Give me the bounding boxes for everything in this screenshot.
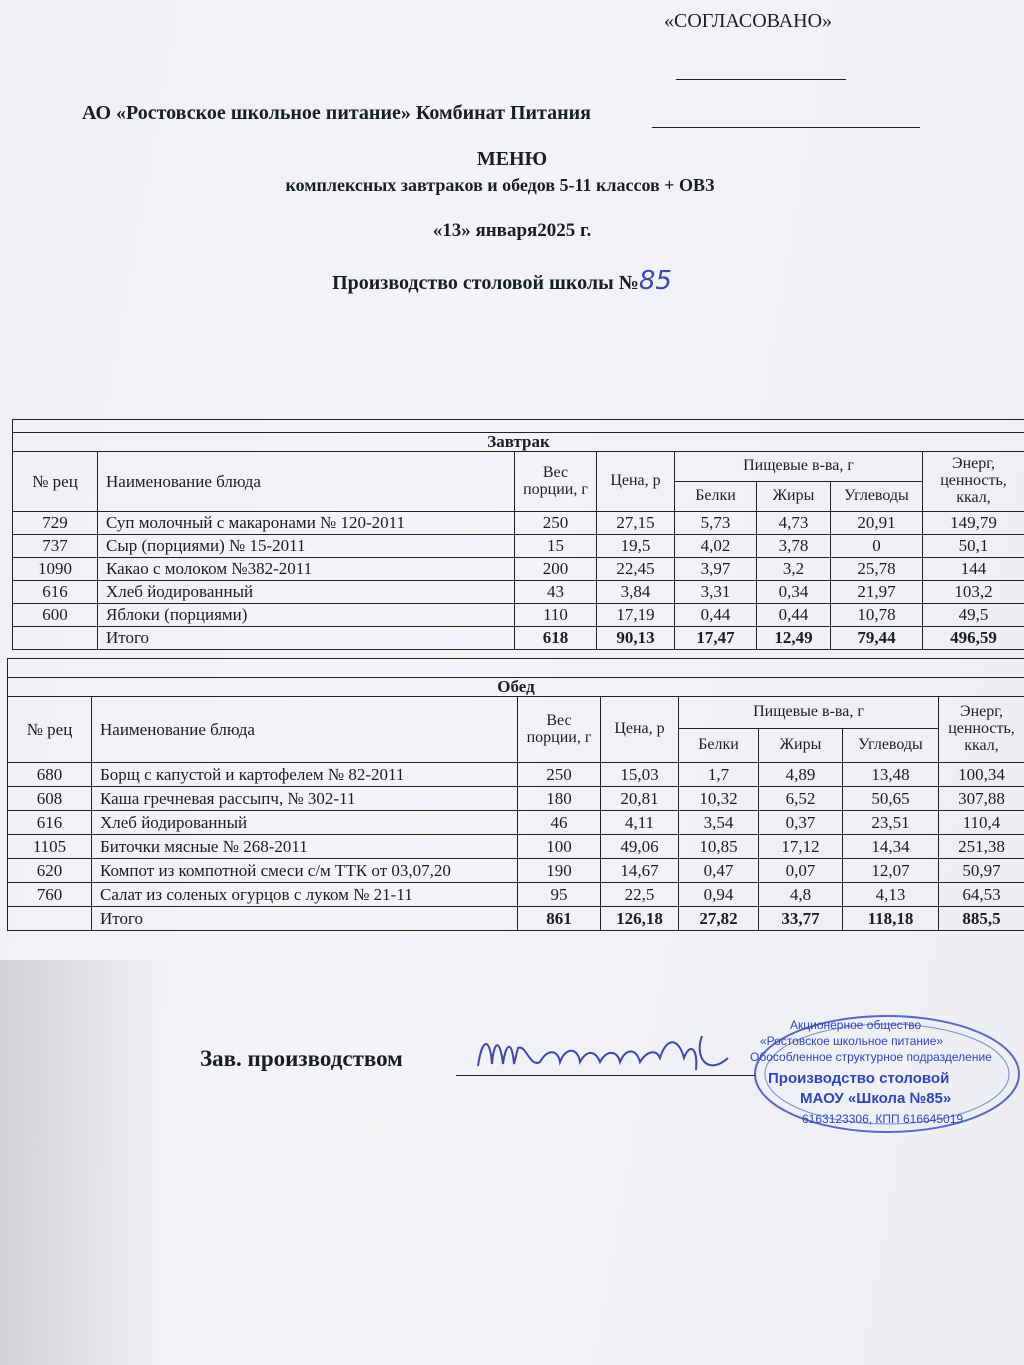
cell-price: 4,11 — [601, 811, 679, 835]
lunch-table — [7, 658, 1024, 931]
col-carbs: Углеводы — [843, 729, 939, 763]
cell-weight: 100 — [518, 835, 601, 859]
cell-carbs: 12,07 — [843, 859, 939, 883]
approval-signature-line — [676, 79, 846, 80]
table-row — [13, 581, 1024, 604]
cell-proteins: 3,54 — [679, 811, 759, 835]
cell-fats: 0,44 — [757, 604, 831, 627]
col-energy: Энерг, ценность, ккал, — [923, 452, 1024, 512]
cell-price: 22,45 — [597, 558, 675, 581]
stamp-line-5: МАОУ «Школа №85» — [800, 1090, 952, 1107]
cell-rec: 680 — [8, 763, 92, 787]
stamp-line-1: Акционерное общество — [790, 1018, 922, 1032]
school-number-handwritten: 85 — [638, 266, 672, 296]
cell-fats: 17,12 — [759, 835, 843, 859]
total-fats: 12,49 — [757, 627, 831, 650]
cell-energy: 103,2 — [923, 581, 1024, 604]
cell-fats: 3,78 — [757, 535, 831, 558]
col-fats: Жиры — [757, 482, 831, 512]
cell-weight: 250 — [518, 763, 601, 787]
cell-energy: 149,79 — [923, 512, 1024, 535]
cell-energy: 307,88 — [939, 787, 1024, 811]
cell-proteins: 5,73 — [675, 512, 757, 535]
page-shadow — [0, 960, 170, 1365]
signature-label: Зав. производством — [200, 1046, 403, 1071]
col-proteins: Белки — [675, 482, 757, 512]
breakfast-table — [12, 419, 1024, 650]
cell-proteins: 4,02 — [675, 535, 757, 558]
total-weight: 618 — [515, 627, 597, 650]
col-proteins: Белки — [679, 729, 759, 763]
cell-rec: 760 — [8, 883, 92, 907]
cell-weight: 95 — [518, 883, 601, 907]
cell-price: 3,84 — [597, 581, 675, 604]
total-label: Итого — [98, 627, 515, 650]
total-fats: 33,77 — [759, 907, 843, 931]
col-carbs: Углеводы — [831, 482, 923, 512]
cell-carbs: 25,78 — [831, 558, 923, 581]
total-row — [8, 907, 1024, 931]
col-fats: Жиры — [759, 729, 843, 763]
cell-energy: 50,1 — [923, 535, 1024, 558]
cell-carbs: 10,78 — [831, 604, 923, 627]
cell-carbs: 14,34 — [843, 835, 939, 859]
organization-stamp — [752, 1012, 1022, 1142]
col-weight: Вес порции, г — [515, 452, 597, 512]
cell-carbs: 0 — [831, 535, 923, 558]
cell-price: 22,5 — [601, 883, 679, 907]
total-row — [13, 627, 1024, 650]
cell-rec: 616 — [8, 811, 92, 835]
cell-price: 14,67 — [601, 859, 679, 883]
handwritten-signature — [470, 1018, 770, 1088]
total-carbs: 118,18 — [843, 907, 939, 931]
cell-proteins: 0,94 — [679, 883, 759, 907]
total-proteins: 27,82 — [679, 907, 759, 931]
cell-energy: 49,5 — [923, 604, 1024, 627]
cell-carbs: 21,97 — [831, 581, 923, 604]
cell-weight: 43 — [515, 581, 597, 604]
total-carbs: 79,44 — [831, 627, 923, 650]
col-dish-name: Наименование блюда — [92, 697, 518, 763]
cell-fats: 6,52 — [759, 787, 843, 811]
cell-fats: 0,34 — [757, 581, 831, 604]
total-energy: 496,59 — [923, 627, 1024, 650]
table-row — [8, 859, 1024, 883]
cell-energy: 50,97 — [939, 859, 1024, 883]
cell-name: Яблоки (порциями) — [98, 604, 515, 627]
cell-price: 49,06 — [601, 835, 679, 859]
cell-fats: 4,89 — [759, 763, 843, 787]
cell-rec: 1105 — [8, 835, 92, 859]
col-price: Цена, р — [601, 697, 679, 763]
cell-rec: 1090 — [13, 558, 98, 581]
cell-energy: 144 — [923, 558, 1024, 581]
total-proteins: 17,47 — [675, 627, 757, 650]
document-title: МЕНЮ — [476, 148, 548, 170]
cell-proteins: 0,44 — [675, 604, 757, 627]
stamp-line-6: 6163123306, КПП 616645019 — [802, 1112, 964, 1126]
stamp-line-2: «Ростовское школьное питание» — [760, 1034, 944, 1048]
total-energy: 885,5 — [939, 907, 1024, 931]
cell-name: Суп молочный с макаронами № 120-2011 — [98, 512, 515, 535]
col-nutrients: Пищевые в-ва, г — [675, 452, 923, 482]
col-weight: Вес порции, г — [518, 697, 601, 763]
cell-proteins: 0,47 — [679, 859, 759, 883]
cell-weight: 15 — [515, 535, 597, 558]
cell-energy: 64,53 — [939, 883, 1024, 907]
cell-energy: 251,38 — [939, 835, 1024, 859]
total-price: 126,18 — [601, 907, 679, 931]
cell-carbs: 13,48 — [843, 763, 939, 787]
cell-name: Борщ с капустой и картофелем № 82-2011 — [92, 763, 518, 787]
total-label: Итого — [92, 907, 518, 931]
table-row — [8, 883, 1024, 907]
cell-carbs: 23,51 — [843, 811, 939, 835]
production-line — [0, 266, 1014, 296]
table-row — [13, 512, 1024, 535]
cell-rec: 737 — [13, 535, 98, 558]
production-label: Производство столовой школы № — [332, 272, 639, 294]
table-row — [13, 535, 1024, 558]
cell-fats: 0,07 — [759, 859, 843, 883]
cell-price: 20,81 — [601, 787, 679, 811]
table-row — [13, 558, 1024, 581]
cell-weight: 190 — [518, 859, 601, 883]
table-row — [8, 787, 1024, 811]
col-nutrients: Пищевые в-ва, г — [679, 697, 939, 729]
col-rec-no: № рец — [8, 697, 92, 763]
cell-proteins: 3,97 — [675, 558, 757, 581]
col-price: Цена, р — [597, 452, 675, 512]
table-row — [8, 763, 1024, 787]
cell-fats: 4,73 — [757, 512, 831, 535]
cell-name: Сыр (порциями) № 15-2011 — [98, 535, 515, 558]
cell-price: 27,15 — [597, 512, 675, 535]
cell-energy: 110,4 — [939, 811, 1024, 835]
cell-carbs: 50,65 — [843, 787, 939, 811]
cell-price: 17,19 — [597, 604, 675, 627]
cell-weight: 250 — [515, 512, 597, 535]
approved-label: «СОГЛАСОВАНО» — [664, 10, 833, 32]
document-date: «13» января2025 г. — [432, 220, 592, 241]
total-price: 90,13 — [597, 627, 675, 650]
cell-proteins: 1,7 — [679, 763, 759, 787]
table-row — [8, 811, 1024, 835]
cell-fats: 4,8 — [759, 883, 843, 907]
stamp-line-3: Обособленное структурное подразделение — [750, 1050, 992, 1064]
cell-price: 19,5 — [597, 535, 675, 558]
lunch-section-title: Обед — [8, 678, 1024, 697]
cell-rec: 608 — [8, 787, 92, 811]
cell-rec: 600 — [13, 604, 98, 627]
cell-name: Хлеб йодированный — [92, 811, 518, 835]
cell-proteins: 3,31 — [675, 581, 757, 604]
cell-proteins: 10,32 — [679, 787, 759, 811]
col-dish-name: Наименование блюда — [98, 452, 515, 512]
cell-carbs: 4,13 — [843, 883, 939, 907]
cell-proteins: 10,85 — [679, 835, 759, 859]
cell-weight: 46 — [518, 811, 601, 835]
organization-name: АО «Ростовское школьное питание» Комбинат Питания — [82, 102, 591, 124]
cell-name: Салат из соленых огурцов с луком № 21-11 — [92, 883, 518, 907]
col-energy: Энерг, ценность, ккал, — [939, 697, 1024, 763]
cell-name: Каша гречневая рассыпч, № 302-11 — [92, 787, 518, 811]
cell-weight: 180 — [518, 787, 601, 811]
organization-signature-line — [652, 127, 920, 128]
cell-fats: 3,2 — [757, 558, 831, 581]
breakfast-section-title: Завтрак — [13, 433, 1024, 452]
cell-fats: 0,37 — [759, 811, 843, 835]
cell-price: 15,03 — [601, 763, 679, 787]
table-row — [8, 835, 1024, 859]
total-weight: 861 — [518, 907, 601, 931]
cell-rec: 616 — [13, 581, 98, 604]
cell-weight: 110 — [515, 604, 597, 627]
cell-rec: 729 — [13, 512, 98, 535]
cell-name: Какао с молоком №382-2011 — [98, 558, 515, 581]
cell-name: Хлеб йодированный — [98, 581, 515, 604]
cell-name: Компот из компотной смеси с/м ТТК от 03,07,20 — [92, 859, 518, 883]
col-rec-no: № рец — [13, 452, 98, 512]
table-row — [13, 604, 1024, 627]
cell-name: Биточки мясные № 268-2011 — [92, 835, 518, 859]
cell-energy: 100,34 — [939, 763, 1024, 787]
document-subtitle: комплексных завтраков и обедов 5-11 классов + ОВЗ — [285, 175, 715, 195]
stamp-line-4: Производство столовой — [768, 1070, 950, 1087]
cell-carbs: 20,91 — [831, 512, 923, 535]
cell-rec: 620 — [8, 859, 92, 883]
cell-weight: 200 — [515, 558, 597, 581]
